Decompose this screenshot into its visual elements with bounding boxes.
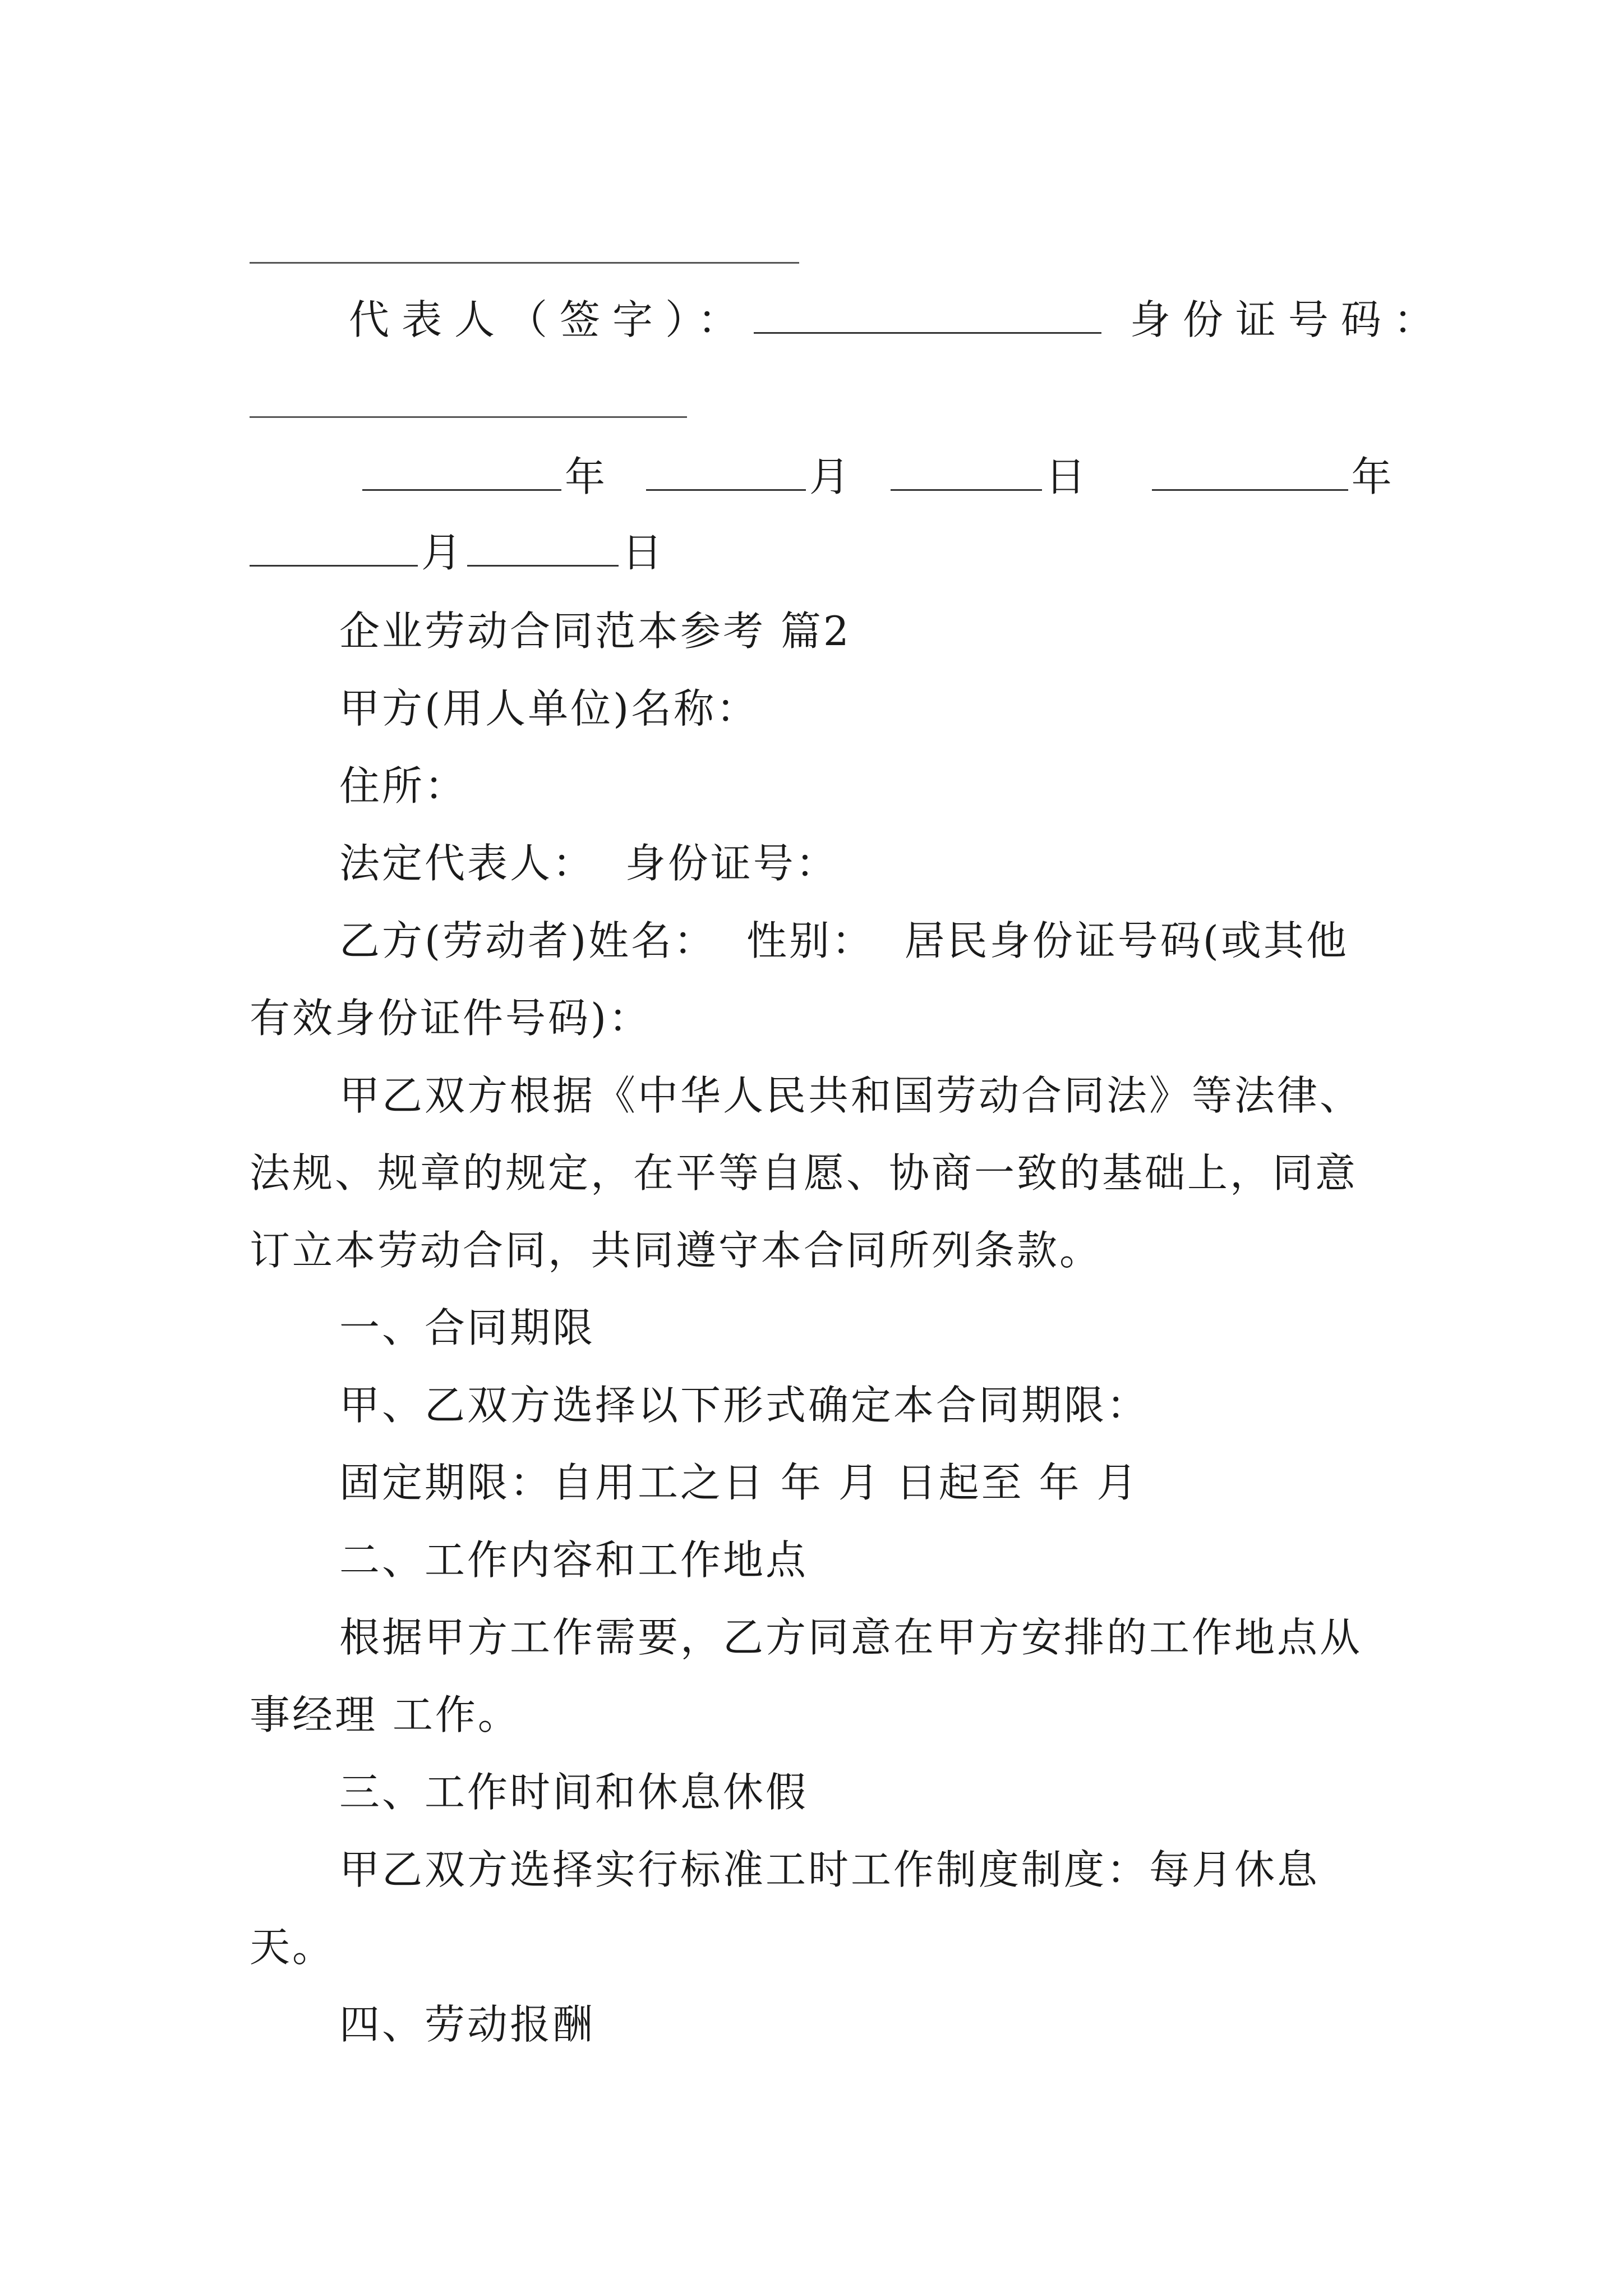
year-blank-2 <box>1152 489 1348 491</box>
party-b-line-1 <box>339 913 1349 969</box>
party-a-legal-rep-line <box>339 835 838 891</box>
date-line-1 <box>359 449 1404 505</box>
legal-rep-id-label: 身份证号： <box>625 840 838 887</box>
party-b-id-label: 居民身份证号码(或其他 <box>904 917 1349 964</box>
year-blank-1 <box>362 489 561 491</box>
id-number-label: 身份证号码： <box>1129 296 1446 343</box>
day-label-1: 日 <box>1045 453 1098 500</box>
clause2-heading: 二、工作内容和工作地点 <box>339 1536 809 1584</box>
party-b-gender-label: 性别： <box>746 917 874 964</box>
section-title: 企业劳动合同范本参考 篇2 <box>339 608 851 655</box>
party-b-line-2: 有效身份证件号码)： <box>250 995 652 1042</box>
legal-rep-label: 法定代表人： <box>339 840 596 887</box>
representative-signature-line <box>349 292 1446 348</box>
clause3-heading: 三、工作时间和休息休假 <box>339 1769 809 1816</box>
preamble-line-2: 法规、规章的规定，在平等自愿、协商一致的基础上，同意 <box>250 1149 1358 1197</box>
clause2-line-1: 根据甲方工作需要，乙方同意在甲方安排的工作地点从 <box>339 1614 1363 1661</box>
preamble-line-1: 甲乙双方根据《中华人民共和国劳动合同法》等法律、 <box>339 1072 1363 1119</box>
clause1-line-1: 甲、乙双方选择以下形式确定本合同期限： <box>339 1382 1150 1429</box>
month-blank-2 <box>250 565 418 567</box>
month-label-1: 月 <box>809 453 862 500</box>
day-label-2: 日 <box>622 529 665 576</box>
year-label-1: 年 <box>565 453 618 500</box>
day-blank-2 <box>467 565 619 567</box>
month-blank-1 <box>646 489 806 491</box>
party-a-address-label: 住所： <box>339 762 468 809</box>
month-label-2: 月 <box>421 529 464 576</box>
year-label-2: 年 <box>1351 453 1404 500</box>
clause3-line-2: 天。 <box>250 1924 335 1971</box>
preamble-line-3: 订立本劳动合同，共同遵守本合同所列条款。 <box>250 1227 1103 1274</box>
clause2-line-2: 事经理 工作。 <box>250 1691 520 1738</box>
party-a-name-label: 甲方(用人单位)名称： <box>339 685 759 732</box>
date-line-2 <box>250 524 665 581</box>
clause3-line-1: 甲乙双方选择实行标准工时工作制度制度：每月休息 <box>339 1846 1320 1893</box>
clause1-heading: 一、合同期限 <box>339 1304 596 1351</box>
representative-blank <box>754 332 1101 334</box>
signature-rule-top <box>250 262 799 264</box>
day-blank-1 <box>891 489 1042 491</box>
party-b-name-label: 乙方(劳动者)姓名： <box>339 917 717 964</box>
representative-label: 代表人（签字）： <box>349 296 751 343</box>
clause1-line-2: 固定期限：自用工之日 年 月 日起至 年 月 <box>339 1459 1140 1506</box>
id-number-rule <box>250 416 687 418</box>
clause4-heading: 四、劳动报酬 <box>339 2001 596 2048</box>
